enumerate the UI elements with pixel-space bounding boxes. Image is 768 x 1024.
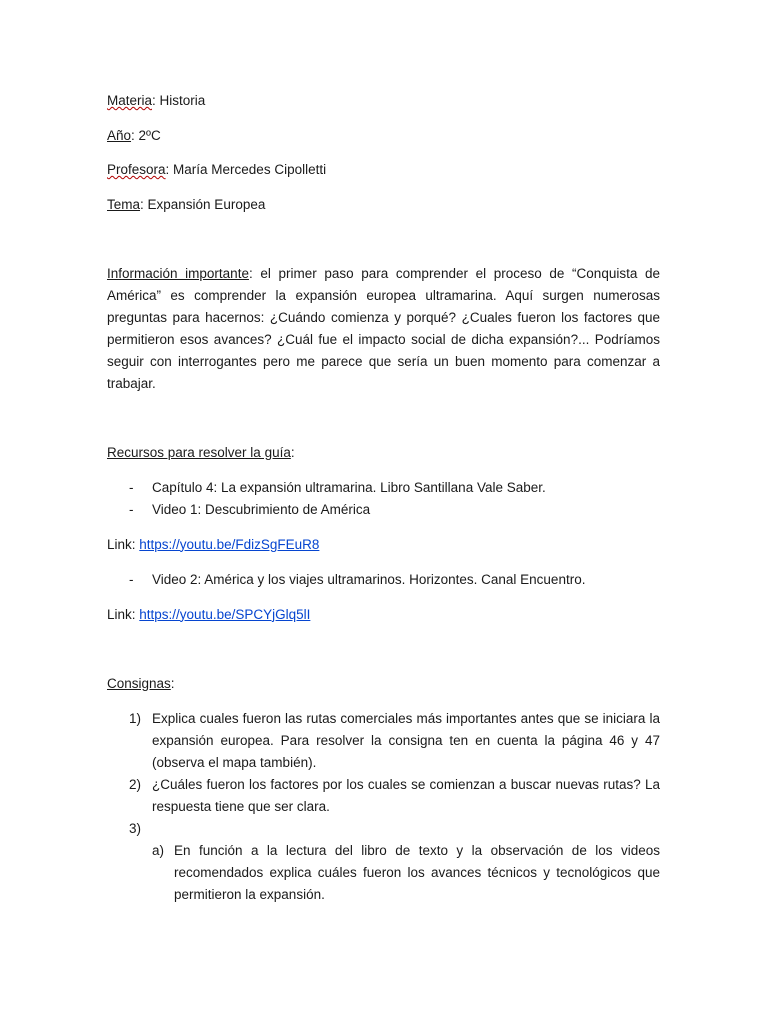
- list-item: [107, 477, 660, 499]
- info-paragraph: [107, 263, 660, 395]
- recurso-3: Video 2: América y los viajes ultramarinos. Horizontes. Canal Encuentro.: [152, 571, 586, 587]
- anio-line: [107, 125, 660, 147]
- link2-line: [107, 604, 660, 626]
- link1-line: [107, 534, 660, 556]
- link1-label: Link:: [107, 536, 140, 552]
- consignas-list: [107, 708, 660, 840]
- consignas-colon: :: [170, 675, 175, 691]
- bullet-dash: -: [129, 501, 134, 517]
- profesora-line: [107, 159, 660, 181]
- anio-label: Año: [107, 127, 132, 143]
- consigna-1: Explica cuales fueron las rutas comerciales más importantes antes que se iniciara la expansión europea. Para resolver la consigna ten en cuenta la página 46 y 47 (observa el mapa también).: [152, 710, 660, 770]
- anio-value: : 2ºC: [131, 127, 161, 143]
- profesora-label: Profesora: [107, 162, 166, 177]
- recursos-heading: [107, 442, 660, 464]
- video2-link[interactable]: https://youtu.be/SPCYjGlq5lI: [139, 606, 311, 622]
- spacer: [107, 395, 660, 442]
- recurso-1: Capítulo 4: La expansión ultramarina. Libro Santillana Vale Saber.: [152, 479, 546, 495]
- materia-line: [107, 90, 660, 112]
- recurso-2: Video 1: Descubrimiento de América: [152, 501, 371, 517]
- info-text: : el primer paso para comprender el proceso de “Conquista de América” es comprender la expansión europea ultramarina. Aquí surgen numerosas preguntas para hacernos: ¿Cuándo comienza y porqué? ¿Cuales fueron los factores que permitieron esos avances? ¿Cuál fue el impacto social de dicha expansión?... Podríamos seguir con interrogantes pero me parece que sería un buen momento para comenzar a trabajar.: [107, 265, 660, 391]
- spacer: [107, 626, 660, 673]
- tema-value: : Expansión Europea: [140, 196, 266, 212]
- list-item: [107, 774, 660, 818]
- consigna-2: ¿Cuáles fueron los factores por los cuales se comienzan a buscar nuevas rutas? La respuesta tiene que ser clara.: [152, 776, 660, 814]
- item-letter: a): [152, 842, 165, 858]
- bullet-dash: -: [129, 571, 134, 587]
- recursos-label: Recursos para resolver la guía: [107, 444, 291, 460]
- materia-value: : Historia: [152, 93, 206, 108]
- recursos-colon: :: [290, 444, 295, 460]
- list-item: [107, 569, 660, 591]
- link2-label: Link:: [107, 606, 140, 622]
- list-item: [107, 840, 660, 906]
- item-number: 2): [129, 776, 142, 792]
- video1-link[interactable]: https://youtu.be/FdizSgFEuR8: [139, 536, 320, 552]
- profesora-value: : María Mercedes Cipolletti: [165, 162, 327, 177]
- consigna-3a: En función a la lectura del libro de texto y la observación de los videos recomendados explica cuáles fueron los avances técnicos y tecnológicos que permitieron la expansión.: [174, 842, 660, 902]
- list-item: [107, 818, 660, 840]
- consignas-sublist: [107, 840, 660, 906]
- tema-line: [107, 194, 660, 216]
- list-item: [107, 708, 660, 774]
- materia-label: Materia: [107, 93, 153, 108]
- recursos-list-2: [107, 569, 660, 591]
- consignas-heading: [107, 673, 660, 695]
- recursos-list: [107, 477, 660, 521]
- item-number: 1): [129, 710, 142, 726]
- spacer: [107, 216, 660, 263]
- bullet-dash: -: [129, 479, 134, 495]
- document-page: [107, 90, 660, 906]
- tema-label: Tema: [107, 196, 141, 212]
- list-item: [107, 499, 660, 521]
- item-number: 3): [129, 820, 142, 836]
- consignas-label: Consignas: [107, 675, 171, 691]
- info-label: Información importante: [107, 265, 249, 281]
